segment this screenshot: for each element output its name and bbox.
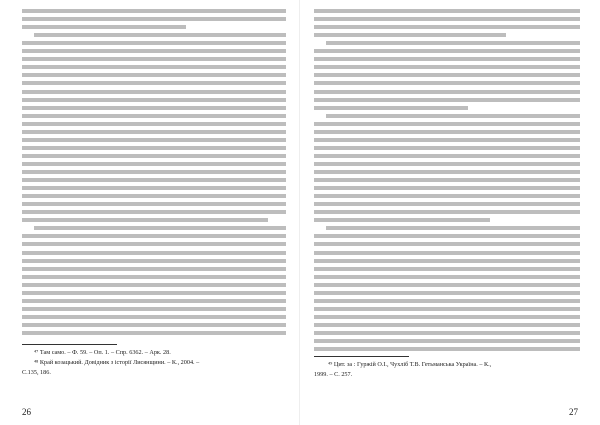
body-text-line	[314, 9, 580, 13]
body-text-line	[22, 17, 286, 21]
body-text-line	[22, 90, 286, 94]
body-text-line	[314, 283, 580, 287]
body-text-line	[314, 299, 580, 303]
body-text-line	[314, 267, 580, 271]
body-text-line	[22, 323, 286, 327]
body-text-line	[314, 25, 580, 29]
footnote-48-continued: С.135, 186.	[22, 369, 51, 376]
body-text-line	[314, 33, 506, 37]
body-text-line	[314, 202, 580, 206]
body-text-line	[22, 154, 286, 158]
body-text-line	[314, 323, 580, 327]
body-text-line	[22, 41, 286, 45]
body-text-line	[314, 49, 580, 53]
body-text-line	[22, 194, 286, 198]
body-text-line	[314, 218, 490, 222]
body-text-line	[22, 49, 286, 53]
body-text-line	[22, 25, 186, 29]
body-text-line	[314, 251, 580, 255]
body-text-line	[22, 130, 286, 134]
body-text-line	[22, 114, 286, 118]
body-text-line	[314, 275, 580, 279]
body-text-line	[326, 41, 580, 45]
body-text-line	[314, 347, 580, 351]
right-page	[300, 0, 600, 425]
body-text-line	[22, 81, 286, 85]
body-text-line	[314, 178, 580, 182]
body-text-line	[22, 98, 286, 102]
body-text-line	[314, 146, 580, 150]
body-text-line	[314, 81, 580, 85]
footnote-49: ⁴⁹ Цит. за : Гуржій О.І., Чухліб Т.В. Гетьманська Україна. – К.,	[328, 361, 492, 368]
body-text-line	[314, 234, 580, 238]
body-text-line	[314, 331, 580, 335]
body-text-line	[314, 339, 580, 343]
body-text-line	[314, 65, 580, 69]
footnote-separator	[314, 356, 409, 357]
body-text-line	[314, 259, 580, 263]
body-text-line	[314, 242, 580, 246]
body-text-line	[22, 186, 286, 190]
body-text-line	[314, 122, 580, 126]
body-text-line	[314, 194, 580, 198]
body-text-line	[22, 210, 286, 214]
body-text-line	[314, 130, 580, 134]
body-text-line	[22, 9, 286, 13]
footnote-47: ⁴⁷ Там само. – Ф. 59. – Оп. 1. – Спр. 6362. – Арк. 28.	[34, 349, 171, 356]
body-text-line	[22, 275, 286, 279]
body-text-line	[22, 138, 286, 142]
body-text-line	[314, 90, 580, 94]
body-text-line	[22, 65, 286, 69]
body-text-line	[22, 162, 286, 166]
body-text-line	[22, 307, 286, 311]
body-text-line	[314, 162, 580, 166]
body-text-line	[314, 291, 580, 295]
body-text-line	[314, 98, 580, 102]
body-text-line	[22, 267, 286, 271]
body-text-line	[326, 226, 580, 230]
body-text-line	[22, 259, 286, 263]
footnote-49-continued: 1999. – С. 257.	[314, 371, 353, 378]
body-text-line	[22, 73, 286, 77]
body-text-line	[314, 170, 580, 174]
page-number-right: 27	[569, 407, 578, 417]
body-text-line	[22, 299, 286, 303]
body-text-line	[314, 57, 580, 61]
body-text-line	[34, 33, 286, 37]
body-text-line	[314, 138, 580, 142]
body-text-line	[314, 315, 580, 319]
body-text-line	[22, 251, 286, 255]
body-text-line	[22, 331, 286, 335]
body-text-line	[314, 154, 580, 158]
body-text-line	[314, 307, 580, 311]
body-text-line	[22, 218, 268, 222]
body-text-line	[22, 57, 286, 61]
body-text-line	[22, 234, 286, 238]
body-text-line	[326, 114, 580, 118]
body-text-line	[314, 17, 580, 21]
body-text-line	[22, 178, 286, 182]
body-text-line	[22, 146, 286, 150]
body-text-line	[314, 73, 580, 77]
body-text-line	[22, 315, 286, 319]
body-text-line	[22, 106, 286, 110]
body-text-line	[314, 186, 580, 190]
body-text-line	[22, 202, 286, 206]
footnote-48: ⁴⁸ Край козацький. Довідник з історії Лисянщини. – К., 2004. –	[34, 359, 200, 366]
page-number-left: 26	[22, 407, 31, 417]
body-text-line	[34, 226, 286, 230]
body-text-line	[22, 242, 286, 246]
body-text-line	[22, 283, 286, 287]
body-text-line	[22, 122, 286, 126]
body-text-line	[22, 170, 286, 174]
body-text-line	[22, 291, 286, 295]
body-text-line	[314, 210, 580, 214]
body-text-line	[314, 106, 468, 110]
footnote-separator	[22, 344, 117, 345]
